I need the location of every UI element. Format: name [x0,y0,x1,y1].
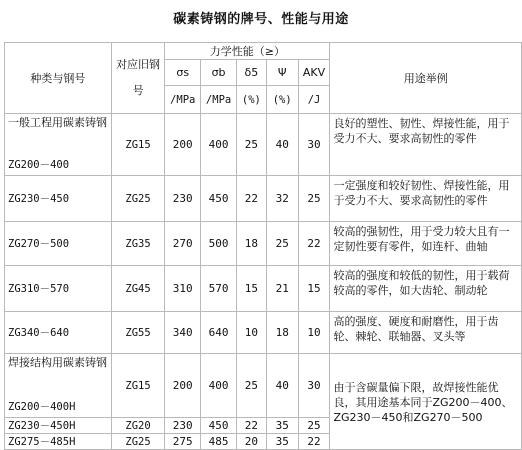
steel-table [4,42,522,450]
delta5-value: 25 [236,354,266,418]
sigma-s-value: 200 [165,354,201,418]
grade-code: ZG275－485H [5,434,112,450]
header-akv: AKV [298,60,330,86]
sigma-b-value: 450 [201,176,237,222]
sigma-b-value: 485 [201,434,237,450]
grade-code: ZG230－450H [5,418,112,434]
sigma-b-value: 500 [201,222,237,266]
table-row [5,176,522,222]
use-text: 一定强度和较好韧性、焊接性能，用于受力不大、要求高韧性的零件 [330,176,522,222]
page-title: 碳素铸钢的牌号、性能与用途 [173,12,349,27]
grade-code: ZG270－500 [5,222,112,266]
delta5-value: 10 [236,312,266,354]
grade-cell [5,114,112,176]
grade-cell [5,354,112,418]
header-delta5: δ5 [236,60,266,86]
grade-code: ZG200－400 [8,159,70,171]
sigma-b-value: 400 [201,114,237,176]
sigma-s-value: 270 [165,222,201,266]
sigma-b-value: 640 [201,312,237,354]
psi-value: 25 [266,222,298,266]
sigma-b-value: 400 [201,354,237,418]
psi-value: 40 [266,114,298,176]
akv-value: 22 [298,434,330,450]
group-name: 焊接结构用碳素铸钢 [8,356,107,369]
sigma-s-value: 200 [165,114,201,176]
table-row [5,266,522,312]
use-text: 良好的塑性、韧性、焊接性能，用于受力不大、要求高韧性的零件 [330,114,522,176]
old-grade: ZG55 [111,312,165,354]
old-grade: ZG35 [111,222,165,266]
delta5-value: 15 [236,266,266,312]
table-row [5,222,522,266]
header-unit-b: /MPa [201,86,237,114]
use-text: 由于含碳量偏下限，故焊接性能优良，其用途基本同于ZG200－400、ZG230－450和ZG270－500 [330,354,522,450]
old-grade: ZG45 [111,266,165,312]
header-kind: 种类与钢号 [5,43,112,114]
sigma-s-value: 340 [165,312,201,354]
header-old-grade: 对应旧钢号 [111,43,165,114]
sigma-s-value: 310 [165,266,201,312]
header-mech: 力学性能（≥） [165,43,330,60]
header-sigma-b: σb [201,60,237,86]
grade-code: ZG340－640 [5,312,112,354]
sigma-b-value: 570 [201,266,237,312]
grade-code: ZG230－450 [5,176,112,222]
grade-code: ZG310－570 [5,266,112,312]
akv-value: 25 [298,176,330,222]
delta5-value: 20 [236,434,266,450]
old-grade: ZG15 [111,354,165,418]
header-unit-s: /MPa [165,86,201,114]
header-use: 用途举例 [330,43,522,114]
sigma-b-value: 450 [201,418,237,434]
header-unit-p: (%) [266,86,298,114]
akv-value: 15 [298,266,330,312]
psi-value: 35 [266,418,298,434]
psi-value: 40 [266,354,298,418]
table-row [5,312,522,354]
grade-code: ZG200－400H [8,401,76,413]
delta5-value: 22 [236,176,266,222]
old-grade: ZG25 [111,434,165,450]
akv-value: 30 [298,354,330,418]
old-grade: ZG20 [111,418,165,434]
group-name: 一般工程用碳素铸钢 [8,116,107,129]
delta5-value: 25 [236,114,266,176]
use-text: 高的强度、硬度和耐磨性，用于齿轮、棘轮、联轴器、叉头等 [330,312,522,354]
psi-value: 21 [266,266,298,312]
psi-value: 35 [266,434,298,450]
use-text: 较高的强韧性，用于受力较大且有一定韧性要有零件，如连杆、曲轴 [330,222,522,266]
old-grade: ZG15 [111,114,165,176]
psi-value: 18 [266,312,298,354]
psi-value: 32 [266,176,298,222]
old-grade: ZG25 [111,176,165,222]
sigma-s-value: 230 [165,176,201,222]
header-sigma-s: σs [165,60,201,86]
header-unit-a: /J [298,86,330,114]
delta5-value: 18 [236,222,266,266]
header-unit-d: (%) [236,86,266,114]
table-row [5,114,522,176]
sigma-s-value: 230 [165,418,201,434]
sigma-s-value: 275 [165,434,201,450]
akv-value: 10 [298,312,330,354]
akv-value: 30 [298,114,330,176]
akv-value: 22 [298,222,330,266]
header-psi: Ψ [266,60,298,86]
akv-value: 25 [298,418,330,434]
header-row-1 [5,43,522,60]
use-text: 较高的强度和较低的韧性，用于载荷较高的零件，如大齿轮、制动轮 [330,266,522,312]
table-row [5,354,522,418]
delta5-value: 22 [236,418,266,434]
